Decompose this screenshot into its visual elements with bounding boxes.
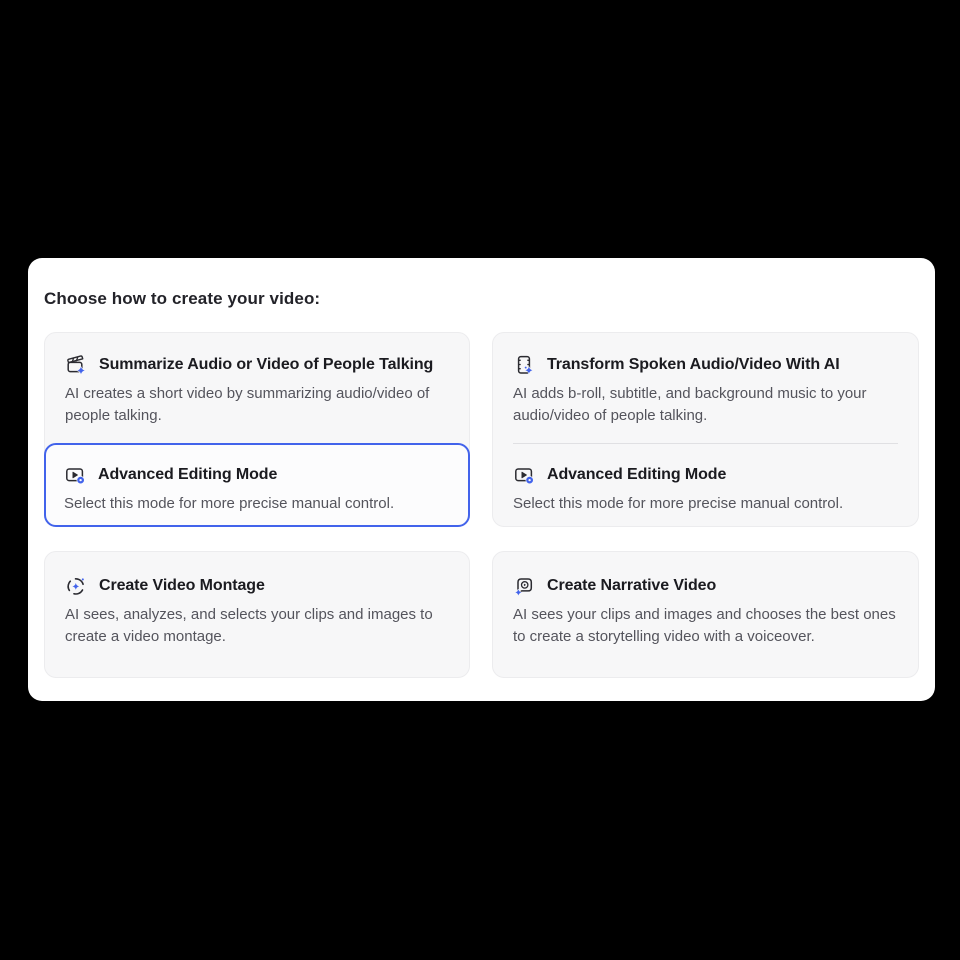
option-title-row xyxy=(513,575,898,597)
option-title: Advanced Editing Mode xyxy=(98,466,278,483)
option-create-video-montage[interactable] xyxy=(44,551,470,678)
option-description: Select this mode for more precise manual control. xyxy=(513,495,844,512)
option-title-row xyxy=(513,464,898,486)
create-video-dialog xyxy=(28,258,935,701)
option-transform-spoken-audio-video[interactable] xyxy=(493,333,918,427)
dialog-title: Choose how to create your video: xyxy=(44,289,321,308)
option-title: Create Video Montage xyxy=(99,577,265,594)
option-description: AI sees your clips and images and chooses the best ones to create a storytelling video with a voiceover. xyxy=(513,606,896,645)
option-title-row xyxy=(65,354,449,376)
video-play-gear-icon xyxy=(64,464,86,486)
option-advanced-editing-mode[interactable] xyxy=(493,444,918,526)
option-title: Transform Spoken Audio/Video With AI xyxy=(547,356,840,373)
option-advanced-editing-mode-selected[interactable] xyxy=(44,443,470,527)
option-title-row xyxy=(65,575,449,597)
option-create-narrative-video[interactable] xyxy=(492,551,919,678)
option-title-row xyxy=(64,464,450,486)
option-title: Advanced Editing Mode xyxy=(547,466,727,483)
option-title: Summarize Audio or Video of People Talking xyxy=(99,356,434,373)
clapperboard-sparkle-icon xyxy=(65,354,87,376)
option-description: AI adds b-roll, subtitle, and background music to your audio/video of people talking. xyxy=(513,385,867,424)
option-summarize-audio-video[interactable] xyxy=(45,333,469,427)
speech-bubble-play-sparkle-icon xyxy=(513,575,535,597)
video-play-gear-icon xyxy=(513,464,535,486)
filmstrip-sparkle-icon xyxy=(513,354,535,376)
option-description: AI sees, analyzes, and selects your clips and images to create a video montage. xyxy=(65,606,433,645)
option-group-summarize xyxy=(44,332,470,527)
option-description: AI creates a short video by summarizing audio/video of people talking. xyxy=(65,385,430,424)
dashed-circle-sparkle-icon xyxy=(65,575,87,597)
option-title: Create Narrative Video xyxy=(547,577,717,594)
options-grid xyxy=(44,332,919,678)
option-title-row xyxy=(513,354,898,376)
option-group-transform xyxy=(492,332,919,527)
option-description: Select this mode for more precise manual control. xyxy=(64,495,395,512)
